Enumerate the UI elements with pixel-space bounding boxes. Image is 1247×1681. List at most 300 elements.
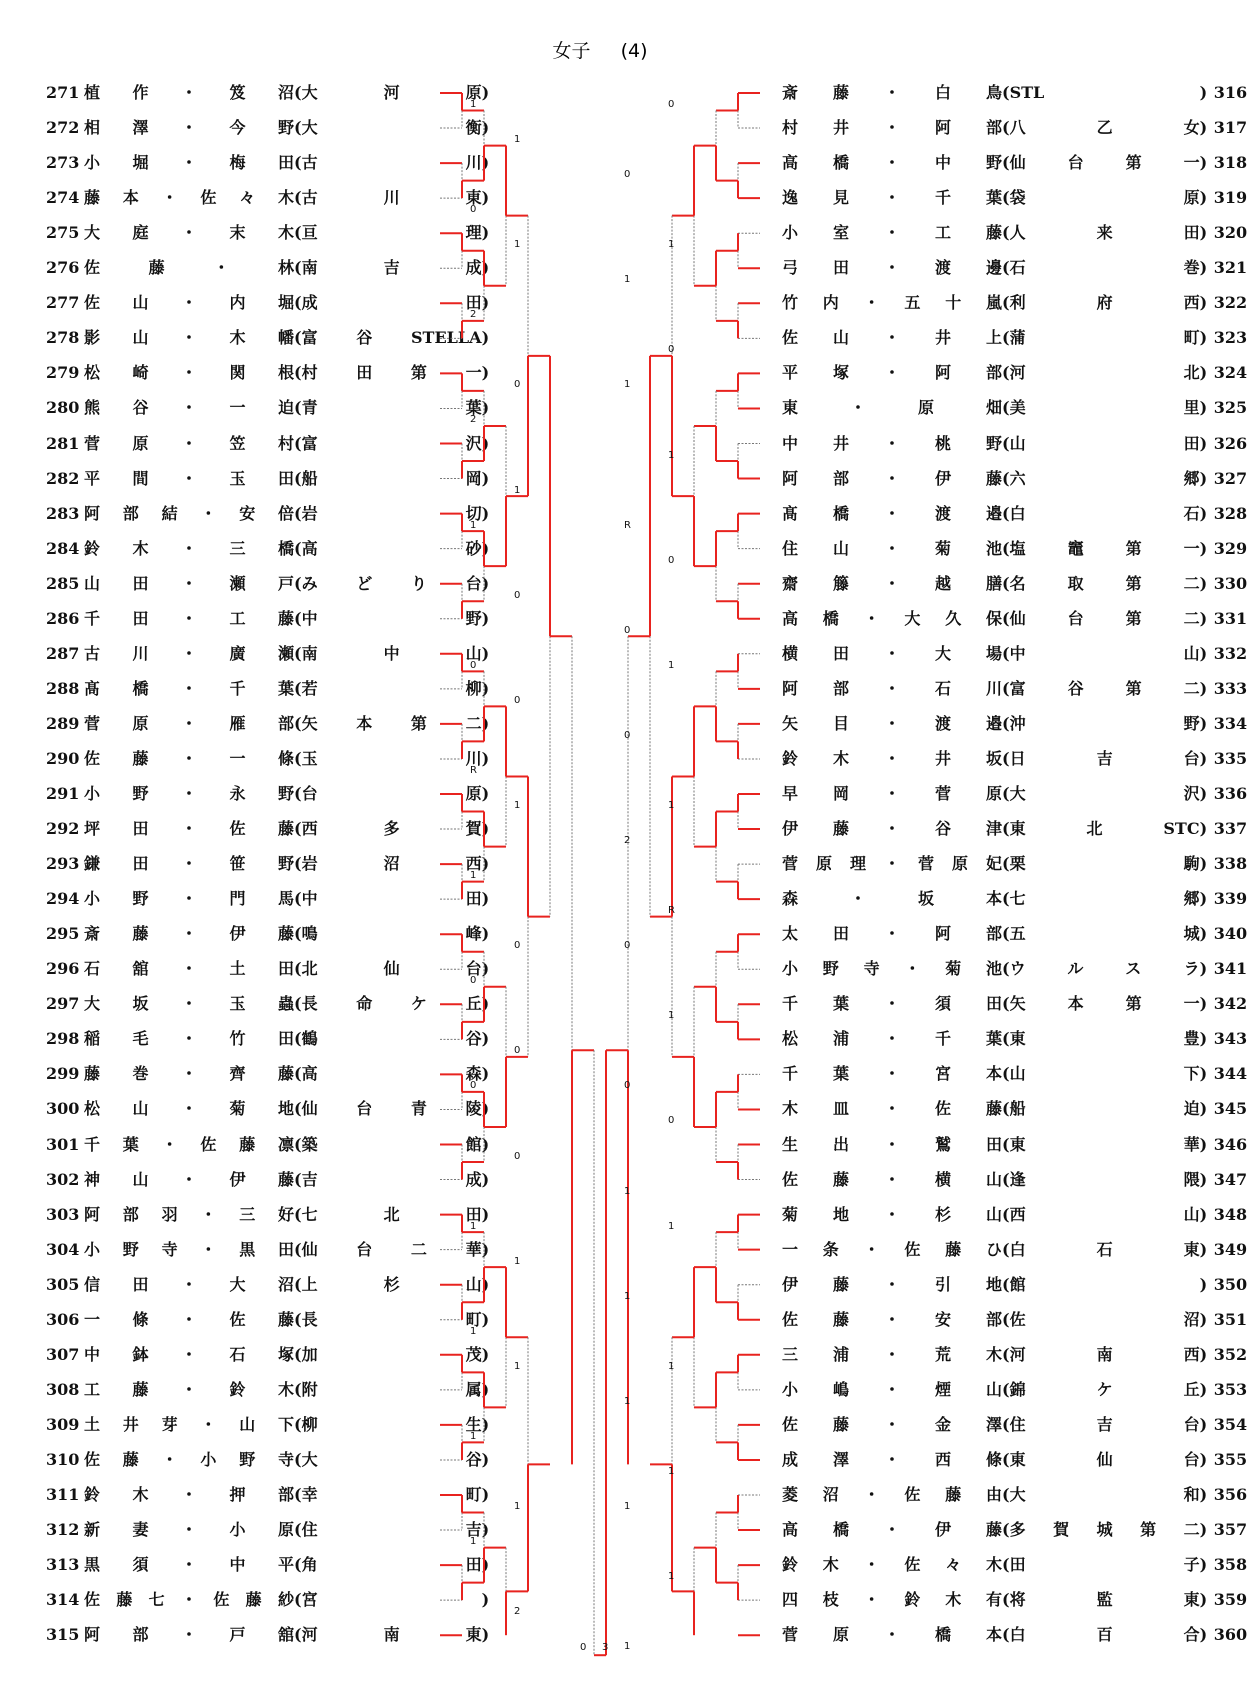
paren: ): [1199, 153, 1208, 173]
paren: (: [1002, 398, 1010, 418]
paren: ): [481, 1520, 490, 1540]
paren: ): [1199, 118, 1208, 138]
entry-number: 332: [1213, 643, 1247, 663]
player-names: 佐藤・林: [84, 258, 294, 278]
entry-number: 335: [1213, 748, 1247, 768]
entry-number: 277: [46, 293, 80, 313]
score-label: 1: [514, 239, 521, 251]
club-name: 古川東: [301, 188, 482, 208]
paren: ): [481, 1204, 490, 1224]
paren: (: [294, 258, 302, 278]
entry-number: 294: [46, 889, 80, 909]
player-names: 鎌田・笹野: [84, 854, 294, 874]
paren: ): [481, 678, 490, 698]
player-names: 太田・阿部: [782, 924, 1002, 944]
player-names: 佐山・内堀: [84, 293, 294, 313]
player-names: 大庭・末木: [84, 223, 294, 243]
club-name: 仙台第二: [1009, 608, 1200, 628]
player-names: 松崎・関根: [84, 363, 294, 383]
paren: (: [1002, 153, 1010, 173]
player-names: 古川・廣瀬: [84, 643, 294, 663]
paren: ): [1199, 1625, 1208, 1645]
player-names: 松浦・千葉: [782, 1029, 1002, 1049]
paren: (: [294, 363, 302, 383]
paren: (: [294, 889, 302, 909]
entry-number: 295: [46, 924, 80, 944]
paren: ): [481, 1625, 490, 1645]
paren: (: [1002, 1204, 1010, 1224]
paren: (: [294, 153, 302, 173]
score-label: 2: [624, 835, 631, 847]
paren: (: [294, 1169, 302, 1189]
entry-number: 316: [1213, 83, 1247, 102]
paren: ): [481, 293, 490, 313]
player-names: 阿部・戸舘: [84, 1625, 294, 1645]
paren: ): [481, 503, 490, 523]
club-name: 七郷: [1009, 889, 1200, 909]
entry-number: 299: [46, 1064, 80, 1084]
paren: (: [1002, 573, 1010, 593]
club-name: 館: [1009, 1274, 1026, 1294]
club-name: 岩切: [301, 503, 482, 523]
club-name: 附属: [301, 1379, 482, 1399]
entry-number: 282: [46, 468, 80, 488]
player-names: 高橋・大久保: [782, 608, 1002, 628]
player-names: 千葉・須田: [782, 994, 1002, 1014]
final-score: 0: [580, 1642, 587, 1654]
paren: ): [1199, 1064, 1208, 1084]
entry-number: 349: [1213, 1239, 1247, 1259]
club-name: 西多賀: [301, 819, 482, 839]
paren: ): [1199, 1309, 1208, 1329]
paren: ): [1199, 1414, 1208, 1434]
entry-number: 326: [1213, 433, 1247, 453]
paren: (: [1002, 713, 1010, 733]
club-name: 長命ケ丘: [301, 994, 482, 1014]
entry-number: 289: [46, 713, 80, 733]
entry-number: 291: [46, 784, 80, 803]
player-names: 生出・鷲田: [782, 1134, 1002, 1154]
club-name: 大河原: [301, 83, 482, 102]
paren: (: [294, 1274, 302, 1294]
score-label: 1: [624, 1501, 631, 1512]
paren: ): [1199, 854, 1208, 874]
club-name: 中野: [301, 608, 482, 628]
paren: (: [294, 433, 302, 453]
paren: (: [294, 959, 302, 979]
player-names: 相澤・今野: [84, 118, 294, 138]
paren: (: [294, 1029, 302, 1049]
score-label: 1: [624, 1290, 631, 1302]
entry-number: 346: [1213, 1134, 1247, 1154]
club-name: 河南西: [1009, 1344, 1200, 1364]
paren: (: [1002, 1379, 1010, 1399]
club-name: 柳生: [301, 1414, 482, 1434]
player-names: 菊地・杉山: [782, 1204, 1002, 1224]
score-label: 1: [668, 1360, 675, 1372]
paren: ): [1199, 1239, 1208, 1259]
paren: ): [1199, 924, 1208, 944]
entry-number: 302: [46, 1169, 80, 1189]
entry-number: 303: [46, 1204, 80, 1224]
score-label: 1: [668, 1010, 675, 1022]
club-name: 錦ケ丘: [1009, 1379, 1200, 1399]
entry-number: 288: [46, 678, 80, 698]
player-names: 影山・木幡: [84, 328, 294, 348]
paren: (: [294, 713, 302, 733]
paren: (: [294, 503, 302, 523]
entry-number: 337: [1213, 819, 1247, 839]
player-names: 土井芽・山下: [84, 1414, 294, 1434]
paren: (: [1002, 854, 1010, 874]
paren: ): [481, 1590, 490, 1610]
club-name: 塩竈第一: [1009, 538, 1200, 558]
player-names: 小堀・梅田: [84, 153, 294, 173]
club-name: 利府西: [1009, 293, 1200, 313]
player-names: 小室・工藤: [782, 223, 1002, 243]
player-names: 成澤・西條: [782, 1449, 1002, 1469]
paren: (: [1002, 1449, 1010, 1469]
paren: ): [1199, 433, 1208, 453]
player-names: 伊藤・谷津: [782, 819, 1002, 839]
club-name: 大衡: [301, 118, 482, 138]
paren: (: [294, 854, 302, 874]
player-names: 四枝・鈴木有: [782, 1590, 1002, 1610]
player-names: 斎藤・伊藤: [84, 924, 294, 944]
paren: ): [1199, 1029, 1208, 1049]
score-label: 0: [668, 344, 675, 356]
entry-number: 306: [46, 1309, 80, 1329]
paren: (: [294, 1134, 302, 1154]
entry-number: 320: [1213, 223, 1247, 243]
score-label: 1: [668, 239, 675, 251]
paren: ): [481, 1239, 490, 1259]
paren: ): [1199, 1520, 1208, 1540]
club-name: 玉川: [301, 748, 482, 768]
player-names: 平間・玉田: [84, 468, 294, 488]
entry-number: 353: [1213, 1379, 1247, 1399]
paren: ): [481, 153, 490, 173]
club-name: 八乙女: [1009, 118, 1200, 138]
entry-number: 328: [1213, 503, 1247, 523]
paren: (: [1002, 1590, 1010, 1610]
paren: ): [1199, 503, 1208, 523]
paren: ): [1199, 363, 1208, 383]
paren: (: [294, 293, 302, 313]
player-names: 阿部羽・三好: [84, 1204, 294, 1224]
score-label: 0: [624, 169, 631, 181]
paren: ): [1199, 293, 1208, 313]
paren: ): [481, 959, 490, 979]
paren: ): [481, 608, 490, 628]
club-name: ウルスラ: [1009, 959, 1200, 979]
club-name: 大沢: [1009, 784, 1200, 803]
paren: ): [481, 118, 490, 138]
club-name: みどり台: [301, 573, 482, 593]
paren: (: [294, 1449, 302, 1469]
entry-number: 329: [1213, 538, 1247, 558]
paren: ): [481, 1344, 490, 1364]
player-names: 千葉・宮本: [782, 1064, 1002, 1084]
player-names: 千葉・佐藤凛: [84, 1134, 294, 1154]
player-names: 藤本・佐々木: [84, 188, 294, 208]
player-names: 信田・大沼: [84, 1274, 294, 1294]
club-name: 大谷: [301, 1449, 482, 1469]
entry-number: 358: [1213, 1555, 1247, 1575]
club-name: 富谷第二: [1009, 678, 1200, 698]
entry-number: 307: [46, 1344, 80, 1364]
paren: ): [481, 538, 490, 558]
paren: ): [481, 1555, 490, 1575]
entry-number: 283: [46, 503, 80, 523]
paren: (: [294, 1239, 302, 1259]
paren: ): [1199, 819, 1208, 839]
player-names: 鈴木・押部: [84, 1485, 294, 1504]
paren: ): [1199, 713, 1208, 733]
player-names: 弓田・渡邊: [782, 258, 1002, 278]
paren: (: [294, 573, 302, 593]
paren: ): [1199, 784, 1208, 803]
score-label: 1: [668, 449, 675, 461]
paren: (: [1002, 1625, 1010, 1645]
club-name: 河南東: [301, 1625, 482, 1645]
entry-number: 298: [46, 1029, 80, 1049]
score-label: 1: [624, 1641, 631, 1653]
paren: ): [1199, 1590, 1208, 1610]
paren: ): [481, 1099, 490, 1119]
club-name: 白百合: [1009, 1625, 1200, 1645]
score-label: 0: [470, 659, 477, 671]
paren: ): [481, 1274, 490, 1294]
entry-number: 300: [46, 1099, 80, 1119]
club-name: 住吉: [301, 1520, 482, 1540]
score-label: 2: [470, 414, 477, 426]
player-names: 佐藤・金澤: [782, 1414, 1002, 1434]
paren: ): [1199, 1204, 1208, 1224]
entry-number: 297: [46, 994, 80, 1014]
entry-number: 317: [1213, 118, 1247, 138]
entry-number: 271: [46, 83, 80, 102]
player-names: 逸見・千葉: [782, 188, 1002, 208]
paren: (: [294, 1379, 302, 1399]
club-name: 鶴谷: [301, 1029, 482, 1049]
paren: (: [1002, 889, 1010, 909]
player-names: 平塚・阿部: [782, 363, 1002, 383]
club-name: 山下: [1009, 1064, 1200, 1084]
paren: (: [294, 1485, 302, 1504]
club-name: 鳴峰: [301, 924, 482, 944]
player-names: 黒須・中平: [84, 1555, 294, 1575]
paren: ): [1199, 1379, 1208, 1399]
paren: ): [481, 398, 490, 418]
paren: (: [294, 994, 302, 1014]
score-label: 1: [470, 1430, 477, 1442]
paren: ): [481, 83, 490, 102]
entry-number: 333: [1213, 678, 1247, 698]
paren: (: [1002, 819, 1010, 839]
entry-number: 310: [46, 1449, 80, 1469]
score-label: R: [470, 764, 477, 776]
paren: (: [294, 678, 302, 698]
player-names: 神山・伊藤: [84, 1169, 294, 1189]
club-name: 角田: [301, 1555, 482, 1575]
player-names: 伊藤・引地: [782, 1274, 1002, 1294]
paren: ): [481, 713, 490, 733]
paren: ): [1199, 573, 1208, 593]
entry-number: 318: [1213, 153, 1247, 173]
paren: ): [1199, 1344, 1208, 1364]
entry-number: 341: [1213, 959, 1247, 979]
paren: ): [481, 188, 490, 208]
player-names: 小野寺・黒田: [84, 1239, 294, 1259]
club-name: 南吉成: [301, 258, 482, 278]
player-names: 齋籐・越膳: [782, 573, 1002, 593]
player-names: 山田・瀬戸: [84, 573, 294, 593]
paren: ): [1199, 328, 1208, 348]
club-name: 栗駒: [1009, 854, 1200, 874]
score-label: 0: [470, 1080, 477, 1092]
entry-number: 313: [46, 1555, 80, 1575]
paren: (: [1002, 1099, 1010, 1119]
paren: ): [1199, 1134, 1208, 1154]
club-name: 高森: [301, 1064, 482, 1084]
player-names: 植作・笈沼: [84, 83, 294, 102]
entry-number: 319: [1213, 188, 1247, 208]
club-name: 中山: [1009, 643, 1200, 663]
club-name: 古川: [301, 153, 482, 173]
paren: (: [1002, 994, 1010, 1014]
club-name: 中田: [301, 889, 482, 909]
paren: (: [1002, 293, 1010, 313]
entry-number: 348: [1213, 1204, 1247, 1224]
paren: ): [481, 1309, 490, 1329]
paren: (: [1002, 1520, 1010, 1540]
paren: (: [1002, 1134, 1010, 1154]
entry-number: 336: [1213, 784, 1247, 803]
entry-number: 342: [1213, 994, 1247, 1014]
player-names: 佐藤・小野寺: [84, 1449, 294, 1469]
club-name: 吉成: [301, 1169, 482, 1189]
player-names: 工藤・鈴木: [84, 1379, 294, 1399]
score-label: 1: [470, 1536, 477, 1548]
entry-number: 340: [1213, 924, 1247, 944]
paren: (: [1002, 503, 1010, 523]
paren: (: [294, 748, 302, 768]
player-names: 小野・永野: [84, 784, 294, 803]
entry-number: 327: [1213, 468, 1247, 488]
player-names: 三浦・荒木: [782, 1344, 1002, 1364]
player-names: 千田・工藤: [84, 608, 294, 628]
paren: ): [1199, 643, 1208, 663]
entry-number: 281: [46, 433, 80, 453]
paren: (: [1002, 959, 1010, 979]
score-label: 1: [624, 379, 631, 391]
player-names: 髙橋・千葉: [84, 678, 294, 698]
player-names: 阿部・伊藤: [782, 468, 1002, 488]
entry-number: 290: [46, 748, 80, 768]
entry-number: 305: [46, 1274, 80, 1294]
paren: ): [1199, 748, 1208, 768]
player-names: 菱沼・佐藤由: [782, 1485, 1002, 1504]
club-name: 仙台青陵: [301, 1099, 482, 1119]
score-label: 1: [668, 1220, 675, 1232]
club-name: 六郷: [1009, 468, 1200, 488]
title-main: 女子: [552, 40, 591, 62]
paren: ): [1199, 959, 1208, 979]
score-label: R: [624, 519, 631, 531]
club-name: 矢本第二: [301, 713, 482, 733]
player-names: 藤巻・齊藤: [84, 1064, 294, 1084]
paren: ): [481, 1485, 490, 1504]
club-name: 岩沼西: [301, 854, 482, 874]
score-label: 0: [514, 1150, 521, 1162]
paren: ): [1199, 678, 1208, 698]
entry-number: 285: [46, 573, 80, 593]
paren: (: [294, 1625, 302, 1645]
player-names: 佐藤・安部: [782, 1309, 1002, 1329]
paren: ): [1199, 1099, 1208, 1119]
paren: ): [481, 1029, 490, 1049]
club-name: 亘理: [301, 223, 482, 243]
club-name: 大和: [1009, 1485, 1200, 1504]
club-name: 仙台第一: [1009, 153, 1200, 173]
player-names: 早岡・菅原: [782, 784, 1002, 803]
entry-number: 276: [46, 258, 80, 278]
paren: ): [481, 1134, 490, 1154]
paren: ): [1199, 188, 1208, 208]
paren: ): [1199, 538, 1208, 558]
paren: (: [1002, 328, 1010, 348]
paren: (: [294, 608, 302, 628]
paren: ): [481, 1379, 490, 1399]
paren: (: [294, 1064, 302, 1084]
player-names: 菅原・笠村: [84, 433, 294, 453]
player-names: 坪田・佐藤: [84, 819, 294, 839]
club-name: 東華: [1009, 1134, 1200, 1154]
paren: (: [294, 643, 302, 663]
paren: ): [481, 748, 490, 768]
paren: (: [1002, 784, 1010, 803]
player-names: 小野・門馬: [84, 889, 294, 909]
entry-number: 311: [46, 1485, 80, 1504]
player-names: 佐藤七・佐藤紗: [84, 1590, 294, 1610]
paren: (: [1002, 1555, 1010, 1575]
score-label: 0: [624, 729, 631, 741]
entry-number: 322: [1213, 293, 1247, 313]
score-label: 1: [514, 134, 521, 146]
paren: (: [1002, 643, 1010, 663]
score-label: 1: [470, 99, 477, 110]
club-name: 白石東: [1009, 1239, 1200, 1259]
club-name: 矢本第一: [1009, 994, 1200, 1014]
club-name: 若柳: [301, 678, 482, 698]
player-names: 佐藤・一條: [84, 748, 294, 768]
entry-number: 338: [1213, 854, 1247, 874]
entry-number: 315: [46, 1625, 80, 1645]
final-score: 3: [602, 1642, 609, 1654]
player-names: 中井・桃野: [782, 433, 1002, 453]
player-names: 菅原・橋本: [782, 1625, 1002, 1645]
player-names: 鈴木・三橋: [84, 538, 294, 558]
score-label: 0: [514, 589, 521, 601]
club-name: 山田: [1009, 433, 1200, 453]
player-names: 阿部結・安倍: [84, 503, 294, 523]
club-name: 逢隈: [1009, 1169, 1200, 1189]
club-name: 青葉: [301, 398, 482, 418]
score-label: 1: [470, 870, 477, 882]
paren: (: [1002, 118, 1010, 138]
score-label: 1: [514, 1360, 521, 1372]
